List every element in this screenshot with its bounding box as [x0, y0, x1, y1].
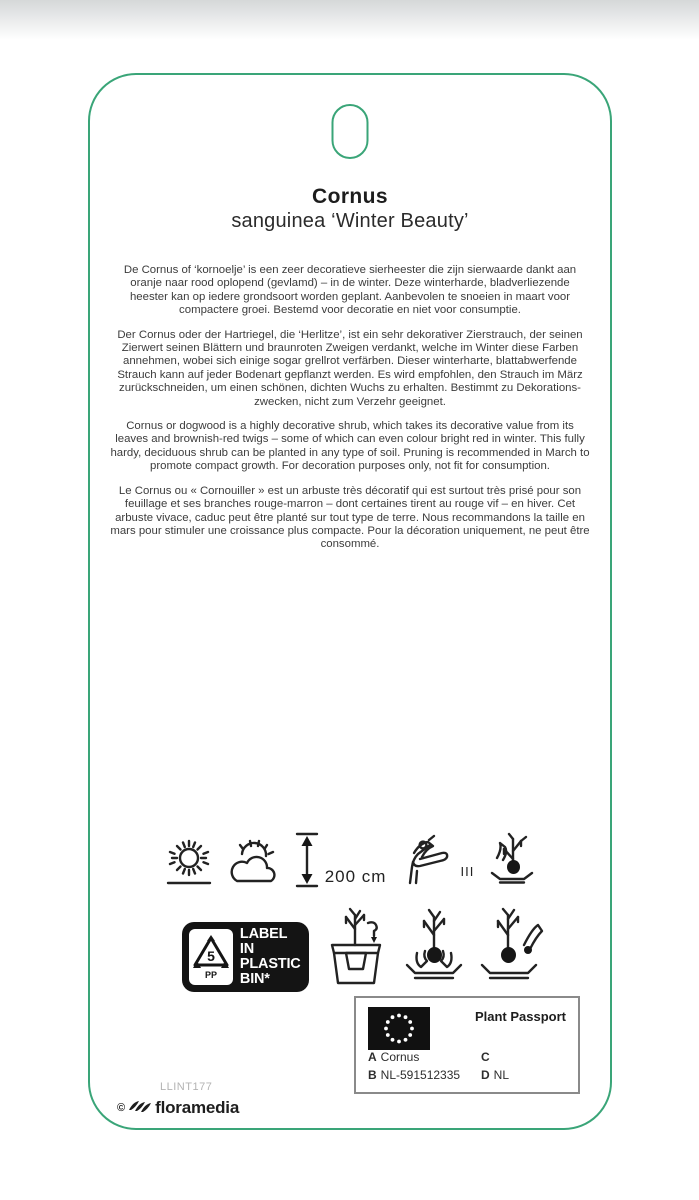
passport-field-b: B NL-591512335 [368, 1068, 461, 1082]
badge-text [240, 927, 302, 987]
brand-name: floramedia [155, 1097, 240, 1117]
partial-shade-icon [228, 837, 280, 889]
hang-hole [332, 104, 369, 159]
full-sun-icon [164, 837, 214, 889]
badge-line2: PLASTIC [239, 956, 301, 972]
description-english: Cornus or dogwood is a highly decorative shrub, which takes its decorative value from its leaves and brownish-red twigs – some of which can even colour bright red in winter. This fully hardy, deciduous shrub can be planted in any type of soil. Pruning is recommended in March to promote compact growth. For decoration purposes only, not fit for consumption. [110, 420, 590, 473]
badge-line3: BIN* [239, 971, 270, 987]
passport-field-d: D NL [481, 1068, 510, 1082]
plant-label-card [88, 73, 612, 1130]
pruning-shears-icon [400, 833, 454, 889]
description-german: Der Cornus oder der Hartriegel, die ‘Herlitze’, ist ein sehr dekorativer Zierstrauch, der seinen Zierwert seinen Blättern und braunroten Zweigen verdankt, welche im Winter diese Farben annehmen, wobei sich einige sogar grellrot verfärben. Dieser winterharte, blattabwerfende Strauch kann auf jeder Bodenart gepflanzt werden. Es wird empfohlen, den Strauch im März zurückschneiden, um einen schönen, dichten Wuchs zu erhalten. Bestimmt zu Dekorations- zwecken, nicht zum Verzehr geeignet. [117, 328, 583, 408]
plant-in-ground-icon [488, 829, 536, 889]
svg-text:5: 5 [207, 948, 215, 964]
description-french: Le Cornus ou « Cornouiller » est un arbuste très décoratif qui est surtout très prisé pour son feuillage et ses branches rouge-marron – dont certaines tirent au rouge vif – en hiver. Cet arbuste vivace, caduc peut être planté sur tout type de terre. Nous recommandons la taille en mars pour stimuler une croissance plus compacte. Pour la décoration uniquement, ne peut être consommé. [110, 484, 590, 551]
planting-trowel-icon [478, 905, 548, 992]
svg-text:PP: PP [204, 970, 217, 980]
passport-heading: Plant Passport [474, 1009, 566, 1024]
height-value: 200 cm [324, 867, 387, 886]
descriptions-block [110, 264, 590, 563]
pruning-indicator [400, 833, 474, 889]
badge-line1: LABEL IN [239, 926, 287, 957]
plant-rootball-icon [403, 905, 465, 992]
copyright-symbol: © [117, 1101, 126, 1114]
label-in-plastic-bin-badge [182, 922, 309, 992]
plant-variety-subtitle: sanguinea ‘Winter Beauty’ [231, 210, 469, 232]
plant-passport-box [354, 996, 580, 1094]
passport-field-c: C [481, 1050, 490, 1064]
description-dutch: De Cornus of ‘kornoelje’ is een zeer decoratieve sierheester die zijn sierwaarde dankt aan oranje naar rood oplopend (gevlamd) – in de winter. Deze winterharde, bladverliezende heester kan op iedere grondsoort worden geplant. Aanbevolen te snoeien in maart voor compactere groei. Bestemd voor decoratie en niet voor consumptie. [123, 264, 577, 317]
scan-shadow [0, 0, 699, 40]
care-icons-row [90, 823, 610, 889]
floramedia-leaf-icon [128, 1097, 152, 1118]
pruning-month: III [460, 864, 475, 879]
eu-flag-icon [368, 1007, 430, 1050]
instruction-icons-row [182, 910, 548, 992]
plant-genus-title: Cornus [312, 185, 388, 208]
height-indicator [294, 831, 387, 889]
print-code: LLINT177 [160, 1081, 213, 1093]
passport-field-a: A Cornus [368, 1050, 420, 1064]
pot-watering-icon [322, 905, 390, 992]
height-arrow-icon [294, 831, 320, 889]
recycle-pp5-icon [189, 929, 233, 985]
floramedia-logo [117, 1097, 239, 1118]
